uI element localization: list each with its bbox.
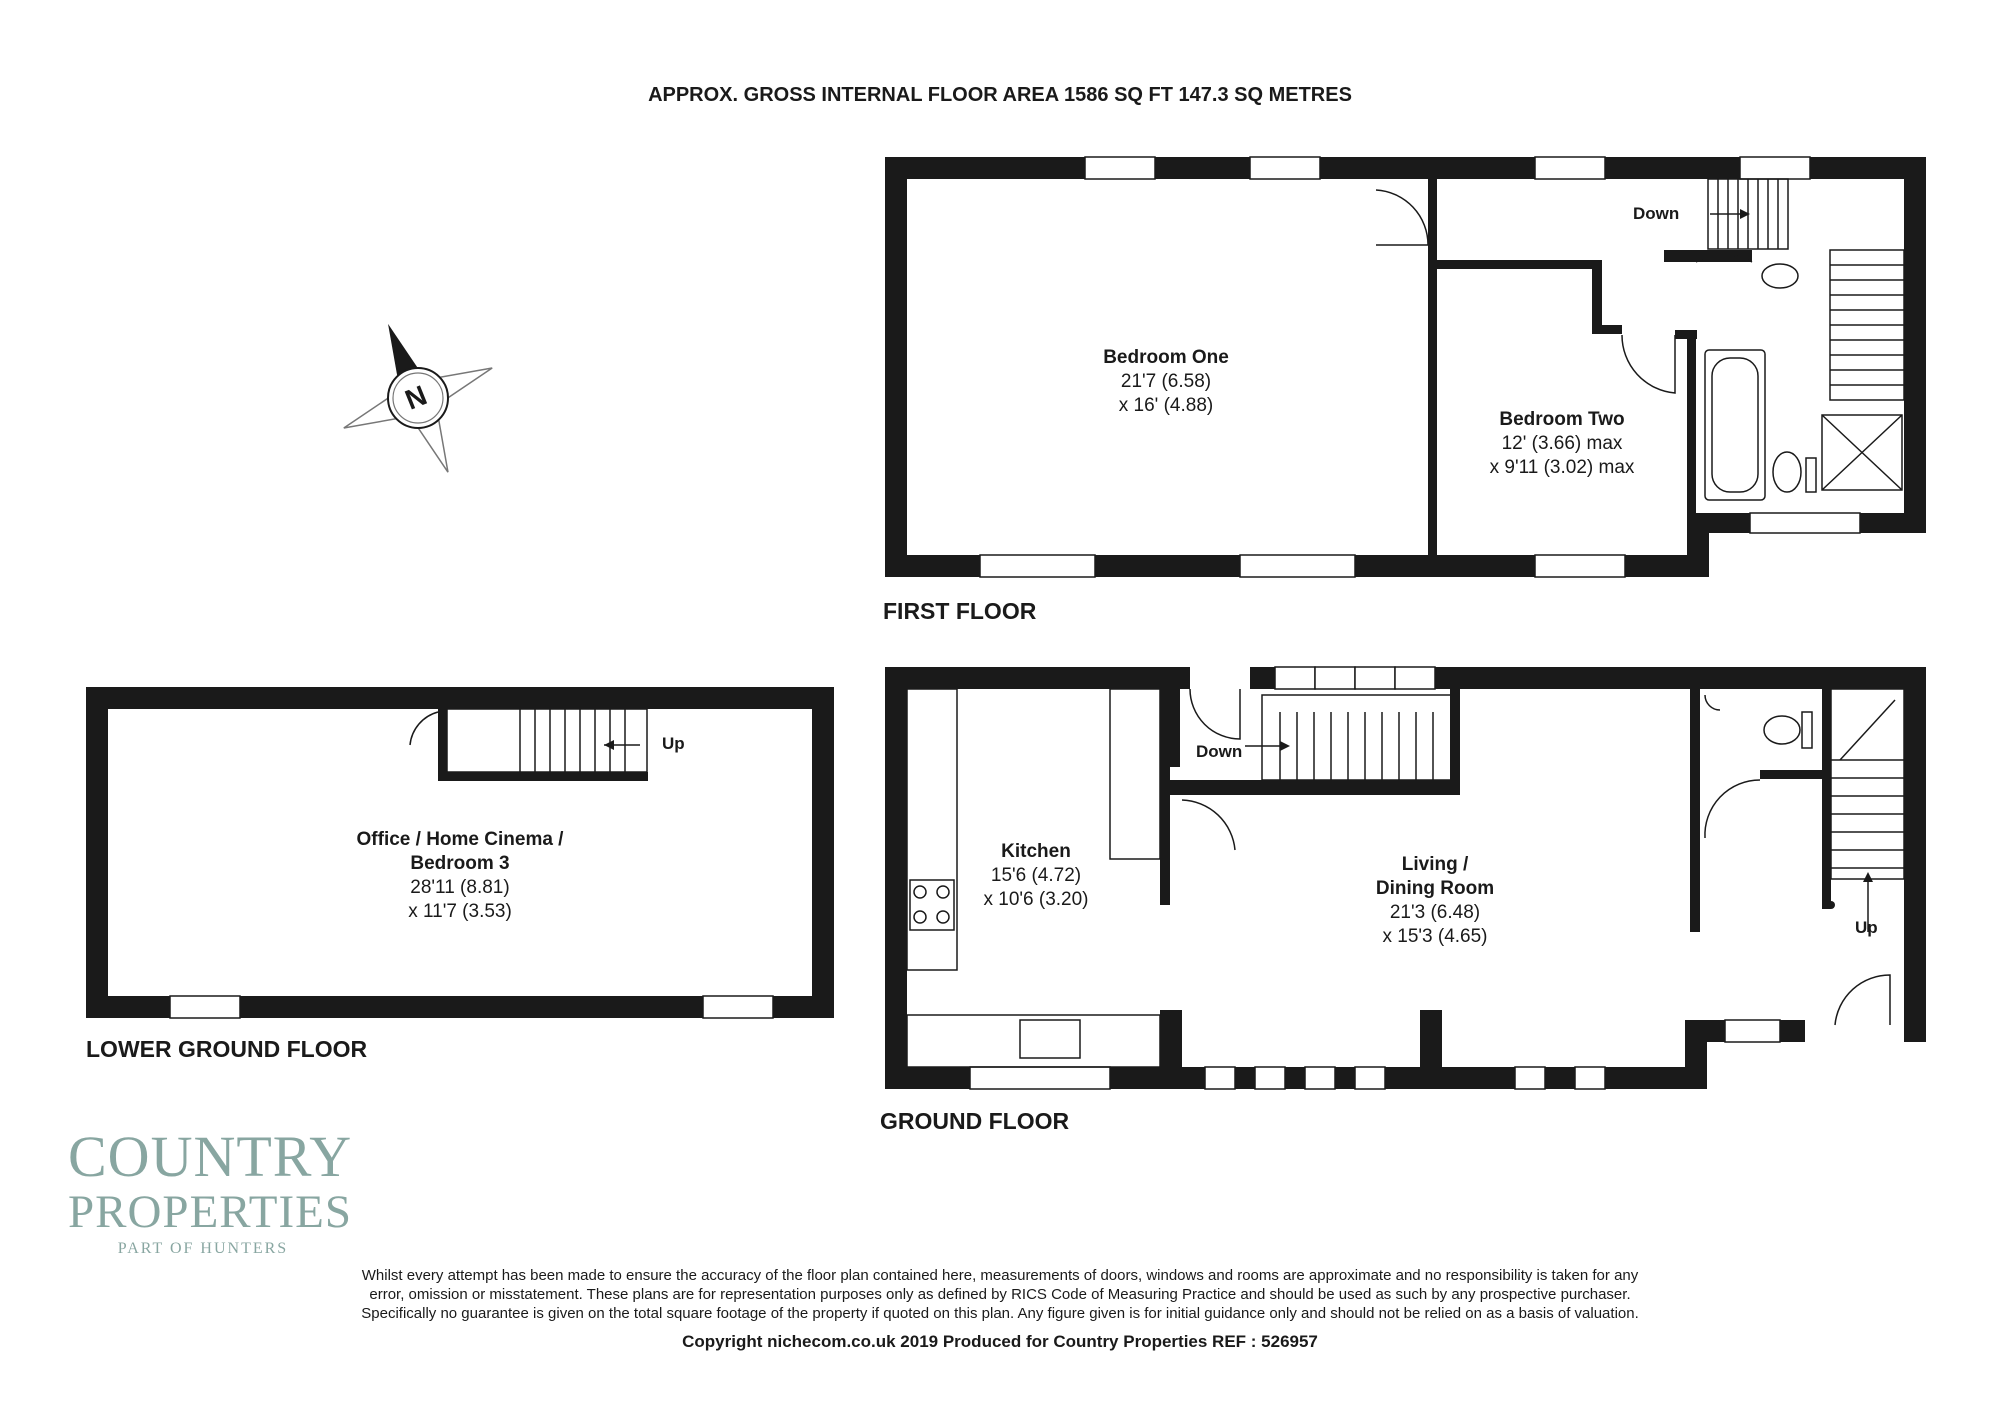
logo-tagline: PART OF HUNTERS [117,1240,289,1257]
stairs-down-label: Down [1196,742,1243,761]
room-dimension: x 9'11 (3.02) max [1489,457,1635,478]
floor-area-heading: APPROX. GROSS INTERNAL FLOOR AREA 1586 SQ FT 147.3 SQ METRES [648,84,1352,106]
first-floor-label: FIRST FLOOR [883,598,1037,624]
room-dimension: 28'11 (8.81) [410,877,510,898]
room-name: Bedroom Two [1499,409,1625,430]
room-dimension: 21'3 (6.48) [1389,902,1481,923]
room-dimension: x 15'3 (4.65) [1382,926,1488,947]
disclaimer-line: Whilst every attempt has been made to ensure the accuracy of the floor plan contained here, measurements of doors, windows and rooms are approximate and no responsibility is taken for any [361,1267,1639,1284]
room-name: Kitchen [1001,841,1071,862]
stairs-down-label: Down [1633,204,1680,223]
room-dimension: 15'6 (4.72) [990,865,1082,886]
lower-ground-floor-label: LOWER GROUND FLOOR [86,1036,368,1062]
disclaimer-line: error, omission or misstatement. These plans are for representation purposes only as defined by RICS Code of Measuring Practice and should be used as such by any prospective purchaser. [369,1286,1631,1303]
stairs-up-label: Up [662,734,685,753]
disclaimer-line: Specifically no guarantee is given on the total square footage of the property if quoted on this plan. Any figure given is for initial guidance only and should not be relied on as a basis of valuation. [361,1305,1639,1322]
room-living-dining [1376,853,1494,949]
room-name: Living / [1401,854,1469,875]
room-dimension: x 16' (4.88) [1118,395,1214,416]
copyright-line: Copyright nichecom.co.uk 2019 Produced for Country Properties REF : 526957 [682,1332,1318,1351]
room-dimension: 21'7 (6.58) [1120,371,1212,392]
room-name: Dining Room [1375,878,1495,899]
logo-line: PROPERTIES [68,1186,353,1238]
room-office-home-cinema [357,828,564,924]
compass-letter: N [400,379,432,416]
room-name: Bedroom One [1103,347,1229,368]
ground-floor-label: GROUND FLOOR [880,1108,1070,1134]
disclaimer [0,1266,2000,1323]
room-dimension: x 10'6 (3.20) [983,889,1089,910]
room-name: Office / Home Cinema / [356,829,564,850]
room-dimension: 12' (3.66) max [1501,433,1623,454]
logo-line: COUNTRY [68,1124,353,1189]
room-bedroom-one [1103,346,1229,418]
room-name: Bedroom 3 [410,853,510,874]
country-properties-logo [68,1124,353,1258]
stairs-up-label: Up [1855,918,1878,937]
room-kitchen [983,840,1088,912]
room-bedroom-two [1490,408,1635,480]
room-dimension: x 11'7 (3.53) [408,901,512,922]
first-floor-plan [885,157,1926,577]
